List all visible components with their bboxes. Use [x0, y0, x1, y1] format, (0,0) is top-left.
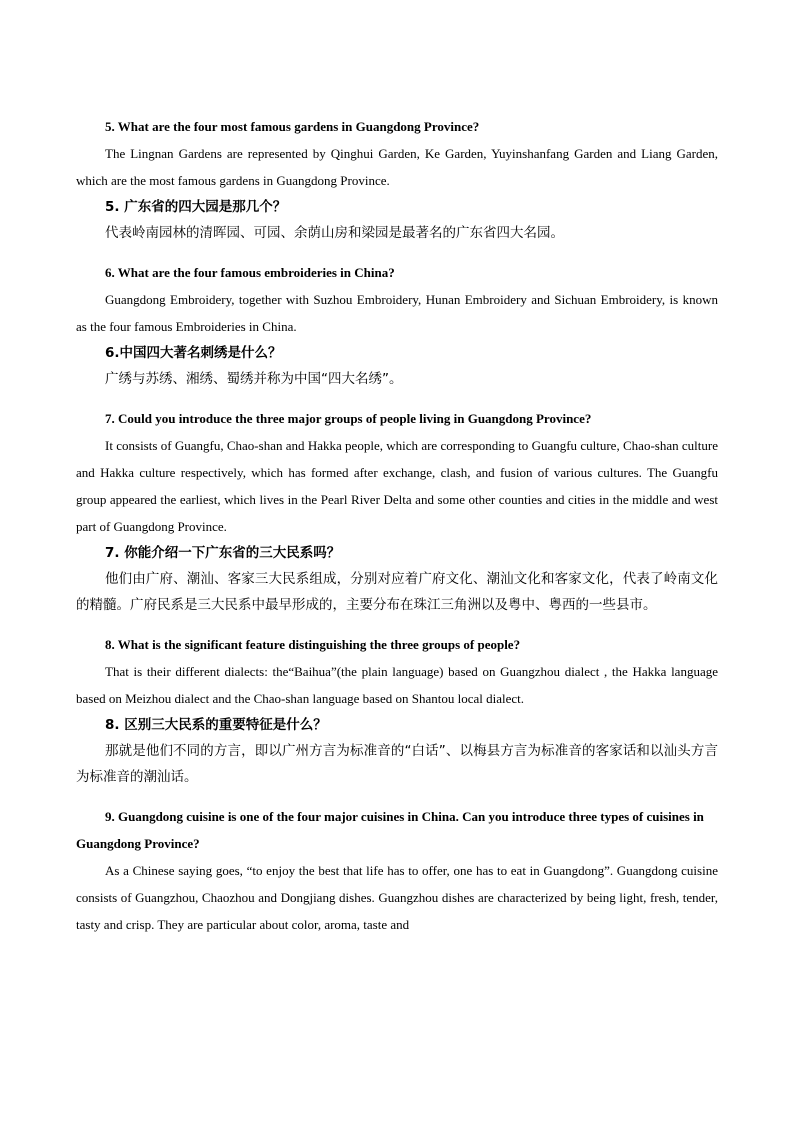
- answer-zh: 他们由广府、潮汕、客家三大民系组成，分别对应着广府文化、潮汕文化和客家文化，代表了岭南文化的精髓。广府民系是三大民系中最早形成的，主要分布在珠江三角洲以及粤中、粤西的一些县市。: [76, 571, 718, 613]
- qa-item-8: [76, 631, 718, 790]
- answer-zh: 广绣与苏绣、湘绣、蜀绣并称为中国“四大名绣”。: [105, 371, 403, 387]
- answer-zh: 代表岭南园林的清晖园、可园、余荫山房和梁园是最著名的广东省四大名园。: [105, 225, 564, 241]
- question-en: 9. Guangdong cuisine is one of the four major cuisines in China. Can you introduce three types of cuisines in Guangdong Province?: [76, 809, 704, 851]
- question-en: 5. What are the four most famous gardens in Guangdong Province?: [105, 119, 480, 134]
- qa-item-6: [76, 259, 718, 392]
- qa-item-5: [76, 113, 718, 246]
- answer-en: Guangdong Embroidery, together with Suzhou Embroidery, Hunan Embroidery and Sichuan Embroidery, is known as the four famous Embroideries in China.: [76, 292, 718, 334]
- answer-en: As a Chinese saying goes, “to enjoy the best that life has to offer, one has to eat in Guangdong”. Guangdong cuisine consists of Guangzhou, Chaozhou and Dongjiang dishes. Guangzhou dishes are characterized by being light, fresh, tender, tasty and crisp. They are particular about color, aroma, taste and: [76, 863, 718, 932]
- question-en: 6. What are the four famous embroideries in China?: [105, 265, 395, 280]
- question-zh: 8. 区别三大民系的重要特征是什么？: [105, 717, 327, 733]
- question-zh: 6.中国四大著名刺绣是什么？: [105, 345, 282, 361]
- question-zh: 5. 广东省的四大园是那几个？: [105, 199, 287, 215]
- question-en: 7. Could you introduce the three major groups of people living in Guangdong Province?: [105, 411, 592, 426]
- question-zh: 7. 你能介绍一下广东省的三大民系吗？: [105, 545, 341, 561]
- document-page: [76, 113, 718, 938]
- answer-en: That is their different dialects: the“Baihua”(the plain language) based on Guangzhou dialect , the Hakka language based on Meizhou dialect and the Chao-shan language based on Shantou local dialect.: [76, 664, 718, 706]
- qa-item-9: [76, 803, 718, 938]
- answer-en: It consists of Guangfu, Chao-shan and Hakka people, which are corresponding to Guangfu culture, Chao-shan culture and Hakka culture respectively, which has formed after exchange, clash, and fusion of various cultures. The Guangfu group appeared the earliest, which lives in the Pearl River Delta and some other counties and cities in the middle and west part of Guangdong Province.: [76, 438, 718, 534]
- answer-en: The Lingnan Gardens are represented by Qinghui Garden, Ke Garden, Yuyinshanfang Garden and Liang Garden, which are the most famous gardens in Guangdong Province.: [76, 146, 718, 188]
- qa-item-7: [76, 405, 718, 618]
- question-en: 8. What is the significant feature distinguishing the three groups of people?: [105, 637, 521, 652]
- answer-zh: 那就是他们不同的方言，即以广州方言为标准音的“白话”、以梅县方言为标准音的客家话和以汕头方言为标准音的潮汕话。: [76, 743, 718, 785]
